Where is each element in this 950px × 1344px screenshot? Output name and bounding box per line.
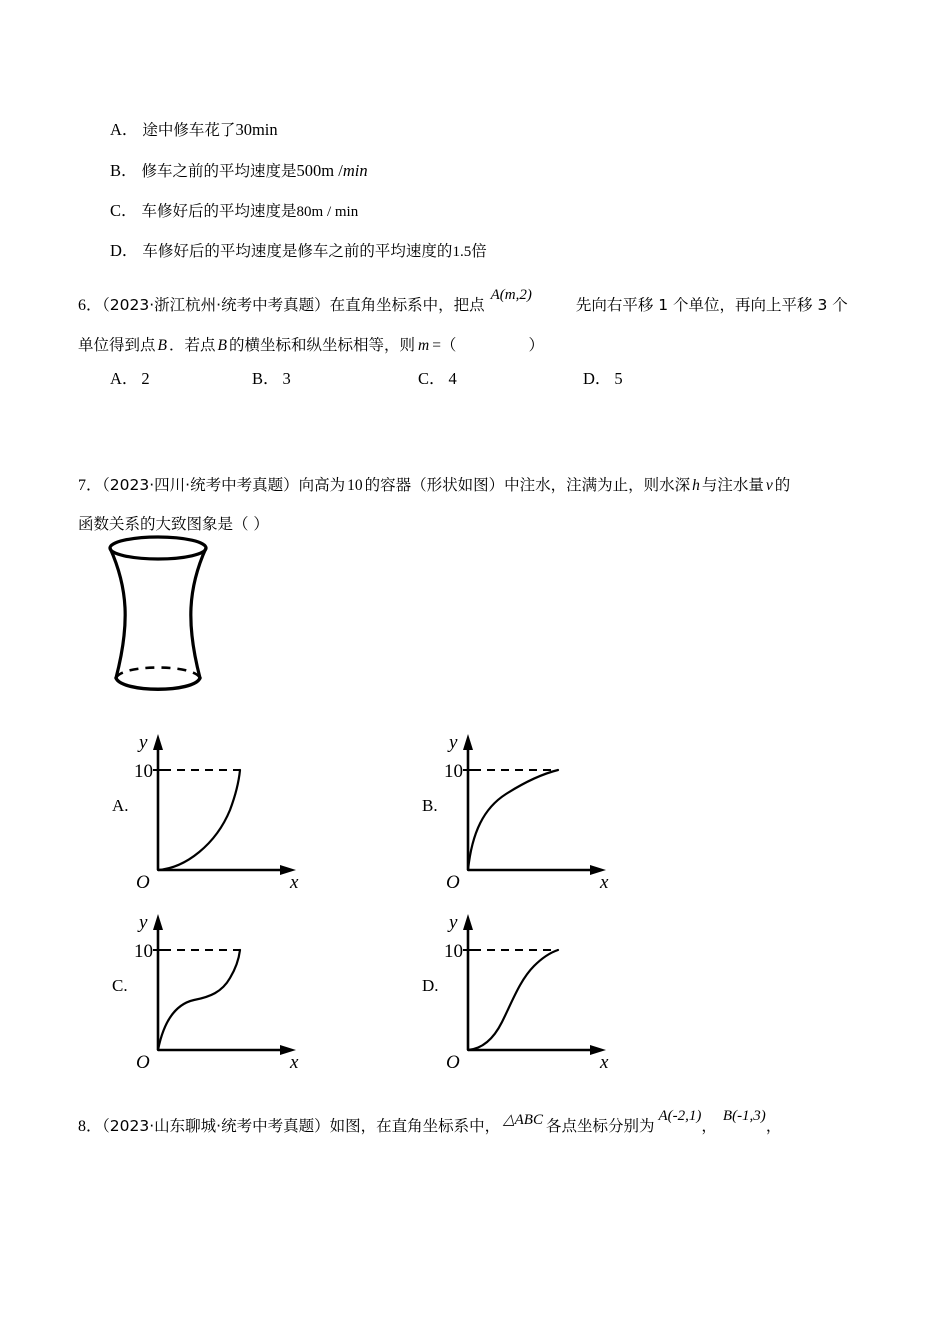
q7-graph-b-ylabel: y (449, 732, 458, 753)
q7-line-2: 函数关系的大致图象是（ ） (78, 515, 269, 533)
q7-number: 7． (78, 477, 103, 494)
q8-line-a: 如图，在直角坐标系中， (329, 1117, 501, 1135)
q6-choice-c-letter: C (418, 369, 430, 388)
q7-variable-v: v (765, 477, 773, 494)
q5-option-c: C． 车修好后的平均速度是80m / min (110, 201, 359, 220)
q7-graph-option-a (108, 728, 328, 888)
q6-source: （2023·浙江杭州·统考中考真题） (102, 296, 330, 314)
q8-line-b: 各点坐标分别为 (545, 1117, 655, 1135)
q5-option-a-number: 30 (235, 120, 252, 139)
q6-line-1 (78, 287, 848, 315)
q5-option-d-tail: 倍 (471, 242, 487, 260)
q5-option-b-letter: B (110, 161, 122, 180)
q7-line1-c: 与注水量 (701, 476, 764, 494)
q6-choice-a-value: 2 (141, 369, 150, 388)
q6-choice-b: B． 3 (252, 369, 291, 388)
q5-option-d-text: 车修好后的平均速度是修车之前的平均速度的 (142, 242, 453, 260)
q7-graph-a-ytick: 10 (134, 761, 153, 782)
q8-point-a: A(-2,1) (658, 1108, 702, 1124)
q6-variable-m: m (417, 337, 430, 354)
q6-line2-a: 单位得到点 (78, 336, 156, 354)
q7-line1-d: 的 (774, 476, 791, 494)
q5-option-c-number: 80 (296, 204, 312, 220)
q6-choice-a-letter: A (110, 369, 122, 388)
q7-graph-option-b (418, 728, 638, 888)
q5-option-b-text: 修车之前的平均速度是 (141, 162, 297, 180)
hourglass-vase-figure (82, 532, 252, 712)
q7-variable-h: h (692, 477, 700, 494)
q7-graph-c-letter: C. (112, 976, 128, 995)
q6-line2-c: ．若点 (168, 336, 216, 354)
q5-option-c-letter: C (110, 201, 122, 220)
q7-source: （2023·四川·统考中考真题） (102, 476, 299, 494)
q7-graph-option-d (418, 908, 638, 1068)
q6-line2-h: ） (528, 337, 544, 354)
q5-option-d-letter: D (110, 241, 122, 260)
q6-point-label: A(m,2) (490, 287, 532, 303)
q7-graph-d-ylabel: y (449, 912, 458, 933)
q5-option-a-letter: A (110, 120, 122, 139)
q5-option-a-text: 途中修车花了 (142, 121, 236, 139)
q7-graph-c-ylabel: y (139, 912, 148, 933)
q7-graph-c-xlabel: x (290, 1052, 299, 1068)
q7-graph-c-ytick: 10 (134, 941, 153, 962)
q5-option-b: B． 修车之前的平均速度是500m /min (110, 161, 368, 180)
q7-graph-d-letter: D. (422, 976, 439, 995)
q6-point-b-1: B (157, 337, 167, 354)
q7-graph-b-ytick: 10 (444, 761, 463, 782)
q6-number: 6． (78, 297, 103, 314)
q5-option-c-text: 车修好后的平均速度是 (141, 202, 297, 220)
q6-line2-e: 的横坐标和纵坐标相等，则 (228, 336, 415, 354)
q6-choice-c-value: 4 (448, 369, 457, 388)
q7-graph-a-letter: A. (112, 796, 129, 815)
q6-line2-g: =（ (432, 337, 457, 354)
q5-option-b-unit-italic: min (342, 161, 368, 180)
q5-option-c-unit: m / min (311, 204, 359, 220)
q6-line1-pre: 在直角坐标系中，把点 (329, 296, 485, 314)
q6-line1-post: 先向右平移 1 个单位，再向上平移 3 个 (575, 296, 848, 314)
q8-point-b: B(-1,3) (722, 1108, 766, 1124)
q8-comma-2: ， (765, 1117, 782, 1135)
q7-graph-c-origin: O (136, 1052, 150, 1068)
q6-choice-b-letter: B (252, 369, 264, 388)
q7-graph-d-origin: O (446, 1052, 460, 1068)
q7-line-1 (78, 472, 790, 495)
q5-option-b-unit-roman: m / (321, 161, 343, 180)
q7-graph-option-c (108, 908, 328, 1068)
q8-source: （2023·山东聊城·统考中考真题） (102, 1117, 330, 1135)
q5-option-a: A． 途中修车花了30min (110, 120, 278, 139)
q7-graph-a-origin: O (136, 872, 150, 888)
q5-option-b-number: 500 (296, 161, 322, 180)
q6-point-b-2: B (217, 337, 227, 354)
q6-choice-b-value: 3 (282, 369, 291, 388)
q5-option-d-number: 1.5 (452, 244, 472, 260)
q6-line-2 (78, 333, 544, 355)
q8-line-1 (78, 1108, 782, 1136)
q7-line1-b: 的容器（形状如图）中注水，注满为止，则水深 (364, 476, 691, 494)
q6-choice-d-letter: D (583, 369, 595, 388)
q7-graph-b-letter: B. (422, 796, 438, 815)
q7-graph-d-xlabel: x (600, 1052, 609, 1068)
q7-graph-b-origin: O (446, 872, 460, 888)
q7-graph-a-ylabel: y (139, 732, 148, 753)
q7-graph-d-ytick: 10 (444, 941, 463, 962)
q6-choice-d: D． 5 (583, 369, 623, 388)
q5-option-a-unit: min (251, 120, 278, 139)
q8-comma-1: ， (701, 1117, 717, 1135)
q7-line1-a: 向高为 (298, 476, 346, 494)
q6-choice-a: A． 2 (110, 369, 150, 388)
q7-graph-a-xlabel: x (290, 872, 299, 888)
q8-number: 8． (78, 1118, 103, 1135)
q7-height-value: 10 (347, 477, 363, 494)
q5-option-d: D． 车修好后的平均速度是修车之前的平均速度的1.5倍 (110, 241, 487, 260)
q6-choice-c: C． 4 (418, 369, 457, 388)
q6-choice-d-value: 5 (614, 369, 623, 388)
q7-graph-b-xlabel: x (600, 872, 609, 888)
q8-triangle-abc: △ABC (503, 1112, 543, 1128)
